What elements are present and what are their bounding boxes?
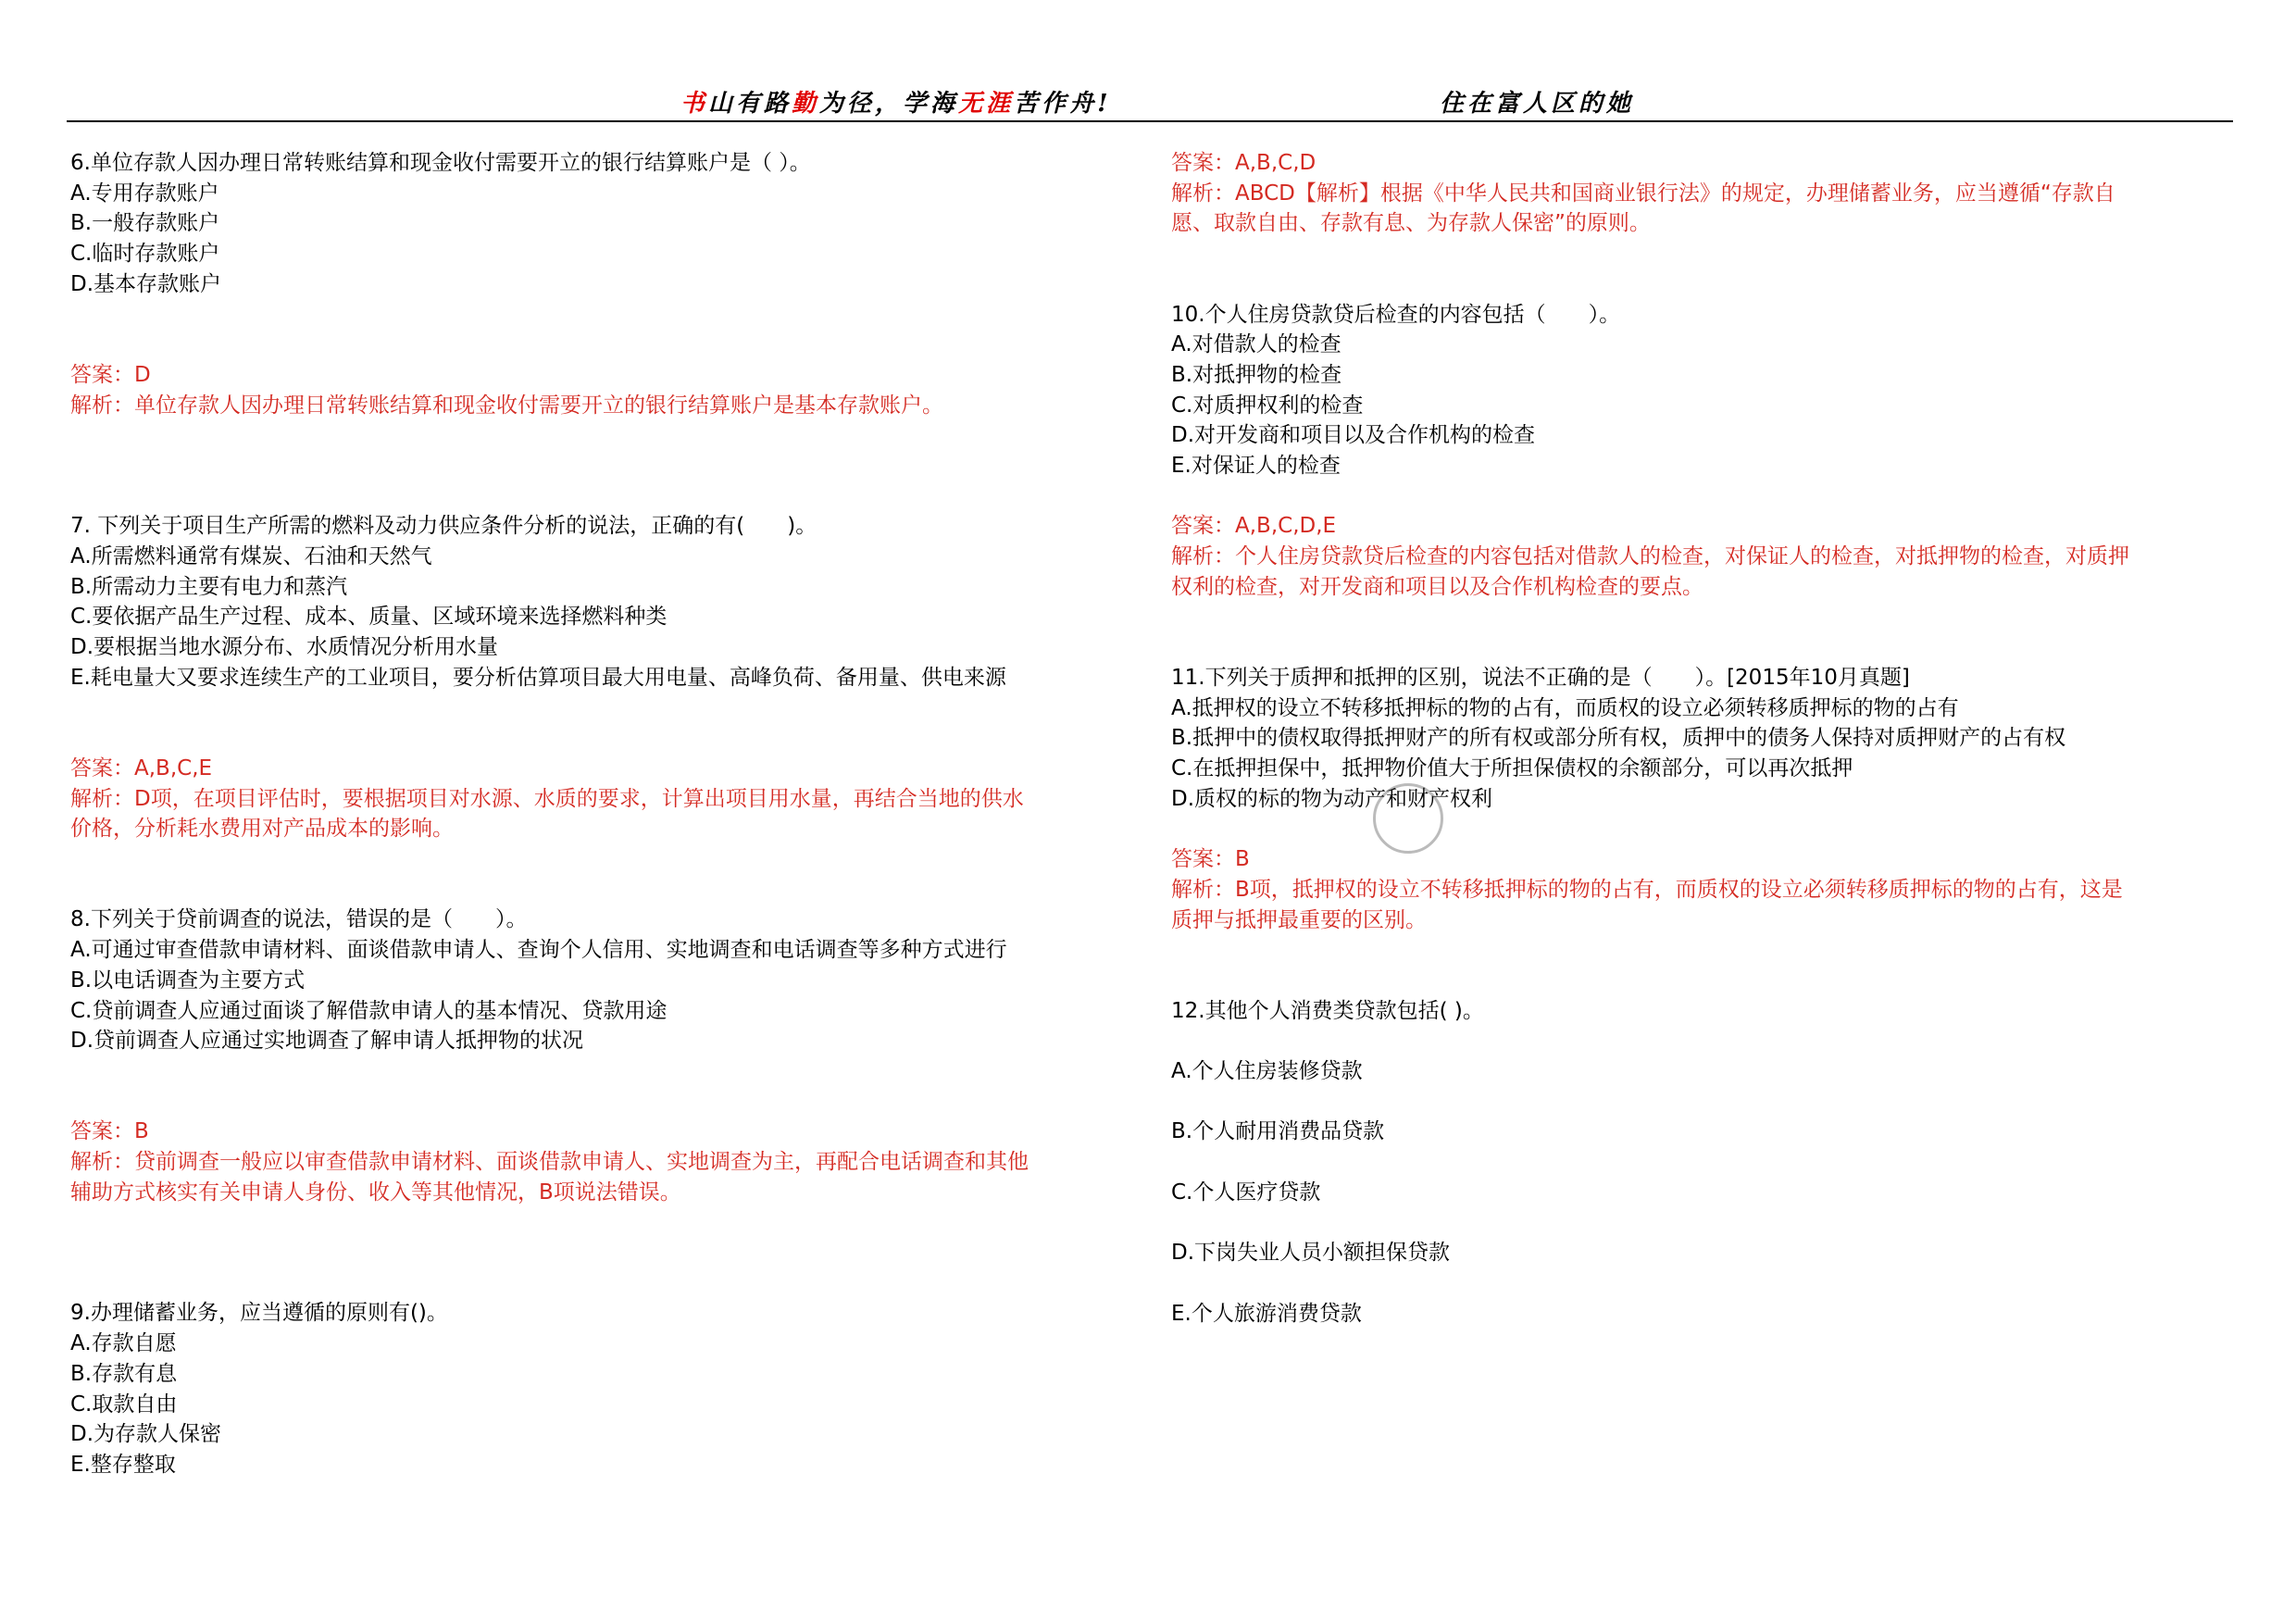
option: B.对抵押物的检查 [1171,362,1342,387]
header-motto: 书山有路勤为径，学海无涯苦作舟! [680,90,1112,118]
analysis: 解析：单位存款人因办理日常转账结算和现金收付需要开立的银行结算账户是基本存款账户。 [70,393,943,418]
answer: 答案：A,B,C,D,E [1171,514,1337,539]
option: A.可通过审查借款申请材料、面谈借款申请人、查询个人信用、实地调查和电话调查等多种方式进行 [70,938,1007,963]
answer: 答案：B [1171,847,1250,872]
option: B.所需动力主要有电力和蒸汽 [70,574,348,599]
analysis: 解析：B项，抵押权的设立不转移抵押标的物的占有，而质权的设立必须转移质押标的物的占有，这是 [1171,877,2123,902]
option: C.在抵押担保中，抵押物价值大于所担保债权的余额部分，可以再次抵押 [1171,756,1853,781]
question-stem: 12.其他个人消费类贷款包括( )。 [1171,998,1484,1023]
question-stem: 10.个人住房贷款贷后检查的内容包括（ ）。 [1171,302,1621,327]
option: B.存款有息 [70,1361,178,1386]
question-stem: 7. 下列关于项目生产所需的燃料及动力供应条件分析的说法，正确的有( )。 [70,514,817,539]
option: A.抵押权的设立不转移抵押标的物的占有，而质权的设立必须转移质押标的物的占有 [1171,695,1959,720]
question-10 [1171,300,2236,603]
analysis: 解析：个人住房贷款贷后检查的内容包括对借款人的检查，对保证人的检查，对抵押物的检查，对质押 [1171,544,2129,569]
answer: 答案：A,B,C,D [1171,151,1316,175]
question-stem: 8.下列关于贷前调查的说法，错误的是（ ）。 [70,907,528,932]
option: A.专用存款账户 [70,181,219,206]
option: D.要根据当地水源分布、水质情况分析用水量 [70,635,499,660]
option: C.对质押权利的检查 [1171,393,1364,418]
question-12 [1171,996,2236,1330]
option: A.存款自愿 [70,1331,177,1356]
option: C.个人医疗贷款 [1171,1180,1321,1205]
question-7 [70,511,1163,844]
option: D.为存款人保密 [70,1422,222,1447]
option: B.以电话调查为主要方式 [70,968,306,993]
option: C.贷前调查人应通过面谈了解借款申请人的基本情况、贷款用途 [70,998,668,1023]
watermark-stamp-icon [1373,783,1443,854]
question-8 [70,905,1163,1207]
question-6 [70,148,1163,420]
answer: 答案：B [70,1119,149,1144]
question-stem: 9.办理储蓄业务，应当遵循的原则有()。 [70,1301,448,1326]
option: D.对开发商和项目以及合作机构的检查 [1171,423,1536,448]
option: E.耗电量大又要求连续生产的工业项目，要分析估算项目最大用电量、高峰负荷、备用量、供电来源 [70,665,1006,690]
answer: 答案：A,B,C,E [70,755,213,780]
page-header [0,0,2296,130]
question-9 [70,1298,1163,1479]
option: B.个人耐用消费品贷款 [1171,1119,1385,1144]
option: B.抵押中的债权取得抵押财产的所有权或部分所有权，质押中的债务人保持对质押财产的占有权 [1171,726,2066,751]
right-column [1171,148,2236,1329]
option: B.一般存款账户 [70,211,220,236]
option: A.所需燃料通常有煤炭、石油和天然气 [70,544,432,569]
analysis: 质押与抵押最重要的区别。 [1171,907,1427,932]
analysis: 价格，分析耗水费用对产品成本的影响。 [70,817,454,842]
option: C.取款自由 [70,1392,178,1417]
option: D.质权的标的物为动产和财产权利 [1171,786,1493,811]
question-stem: 11.下列关于质押和抵押的区别，说法不正确的是（ ）。[2015年10月真题] [1171,665,1910,690]
answer: 答案：D [70,362,151,387]
option: C.要依据产品生产过程、成本、质量、区域环境来选择燃料种类 [70,605,668,630]
question-11 [1171,663,2236,935]
analysis: 辅助方式核实有关申请人身份、收入等其他情况，B项说法错误。 [70,1180,681,1205]
option: D.下岗失业人员小额担保贷款 [1171,1241,1451,1266]
option: E.整存整取 [70,1452,176,1477]
analysis: 解析：D项，在项目评估时，要根据项目对水源、水质的要求，计算出项目用水量，再结合当地的供水 [70,786,1024,811]
option: C.临时存款账户 [70,242,220,267]
analysis: 解析：贷前调查一般应以审查借款申请材料、面谈借款申请人、实地调查为主，再配合电话调查和其他 [70,1150,1029,1175]
option: A.对借款人的检查 [1171,332,1341,357]
analysis: 权利的检查，对开发商和项目以及合作机构检查的要点。 [1171,574,1703,599]
left-column [70,148,1163,1480]
question-9-answer [1171,148,2236,239]
option: E.个人旅游消费贷款 [1171,1301,1362,1326]
analysis: 愿、取款自由、存款有息、为存款人保密”的原则。 [1171,211,1651,236]
option: D.贷前调查人应通过实地调查了解申请人抵押物的状况 [70,1029,584,1054]
header-slogan: 住在富人区的她 [1440,90,1635,118]
header-divider [67,120,2233,122]
analysis: 解析：ABCD【解析】根据《中华人民共和国商业银行法》的规定，办理储蓄业务，应当遵循“存款自 [1171,181,2115,206]
option: A.个人住房装修贷款 [1171,1059,1363,1083]
question-stem: 6.单位存款人因办理日常转账结算和现金收付需要开立的银行结算账户是（ ）。 [70,151,811,175]
option: D.基本存款账户 [70,271,222,296]
option: E.对保证人的检查 [1171,454,1341,479]
